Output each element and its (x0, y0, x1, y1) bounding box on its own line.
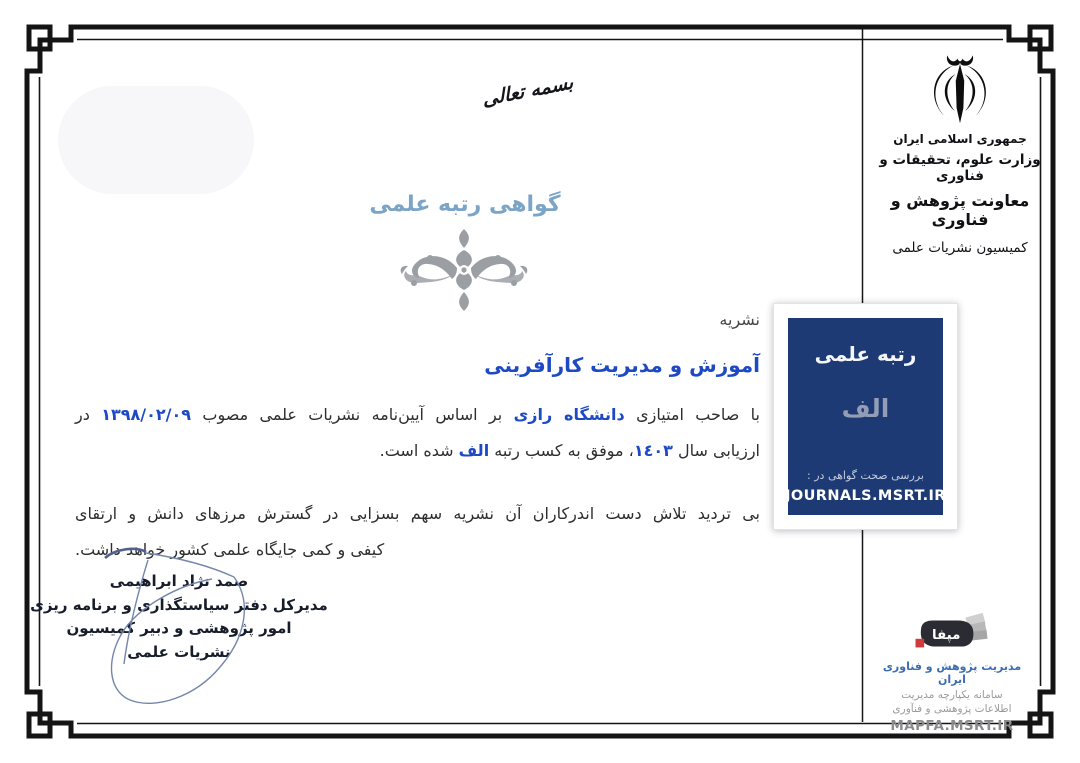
mapfa-logo-text: مپفا (931, 627, 961, 643)
gov-ministry: وزارت علوم، تحقیقات و فناوری (879, 152, 1041, 184)
university-name: دانشگاه رازی (513, 405, 625, 424)
paragraph1-line1 (75, 397, 760, 433)
journal-label: نشریه (719, 310, 760, 329)
signatory-role-line2: امور پژوهشی و دبیر کمیسیون (66, 619, 292, 637)
gov-country: جمهوری اسلامی ایران (893, 132, 1027, 146)
evaluation-year: ۱٤۰۳ (633, 441, 673, 460)
mapfa-brand (868, 610, 1036, 734)
p1-text4: ارزیابی سال (677, 441, 760, 460)
p1-text2: بر اساس آیین‌نامه نشریات علمی مصوب (202, 405, 503, 424)
mapfa-logo-icon (910, 610, 994, 658)
p1-text5: ، موفق به کسب رتبه (494, 441, 634, 460)
paragraph-rank-statement (75, 397, 760, 469)
p1-text1: با صاحب امتیازی (636, 405, 761, 424)
signatory-name: صمد نژاد ابراهیمی (109, 572, 249, 590)
gov-commission: کمیسیون نشریات علمی (892, 240, 1028, 256)
certificate-title: گواهی رتبه علمی (369, 192, 561, 217)
certificate-body (75, 310, 760, 568)
paragraph-appreciation (75, 496, 760, 568)
rank-box (785, 318, 946, 515)
rank-verify-label: بررسی صحت گواهی در : (807, 469, 924, 482)
brand-desc-line2: اطلاعات پژوهشی و فنآوری (892, 703, 1012, 715)
brand-url: MAPFA.MSRT.IR (890, 718, 1014, 734)
ornament-flourish (398, 228, 530, 312)
p1-text3: در (75, 405, 90, 424)
rank-box-heading: رتبه علمی (814, 342, 917, 366)
paragraph2-line2: کیفی و کمی جایگاه علمی کشور خواهد داشت. (75, 540, 385, 559)
brand-tagline: مدیریت پژوهش و فناوری ایران (882, 660, 1022, 686)
rank-grade-inline: الف (458, 441, 490, 460)
paragraph1-line2 (75, 433, 760, 469)
bismillah-calligraphy: بسمه تعالی (481, 71, 575, 111)
rank-box-grade: الف (841, 394, 890, 423)
brand-desc-line1: سامانه یکپارچه مدیریت (901, 689, 1003, 701)
signatory-role-line1: مدیرکل دفتر سیاستگذاری و برنامه ریزی (30, 595, 328, 614)
p1-text6: شده است. (379, 441, 454, 460)
gov-deputy: معاونت پژوهش و فناوری (890, 191, 1030, 229)
paragraph2-line1: بی تردید تلاش دست اندرکاران آن نشریه سهم بسزایی در گسترش مرزهای دانش و ارتقای (75, 504, 760, 523)
journal-name: آموزش و مدیریت کارآفرینی (484, 353, 760, 377)
rank-card (773, 303, 958, 530)
signatory-block (28, 570, 330, 664)
signatory-role-line3: نشریات علمی (127, 642, 231, 661)
iran-emblem-icon (914, 52, 1006, 130)
gov-header (865, 52, 1055, 256)
rank-verify-url: JOURNALS.MSRT.IR (785, 488, 946, 504)
approval-date: ۱۳۹۸/۰۲/۰۹ (101, 405, 192, 424)
